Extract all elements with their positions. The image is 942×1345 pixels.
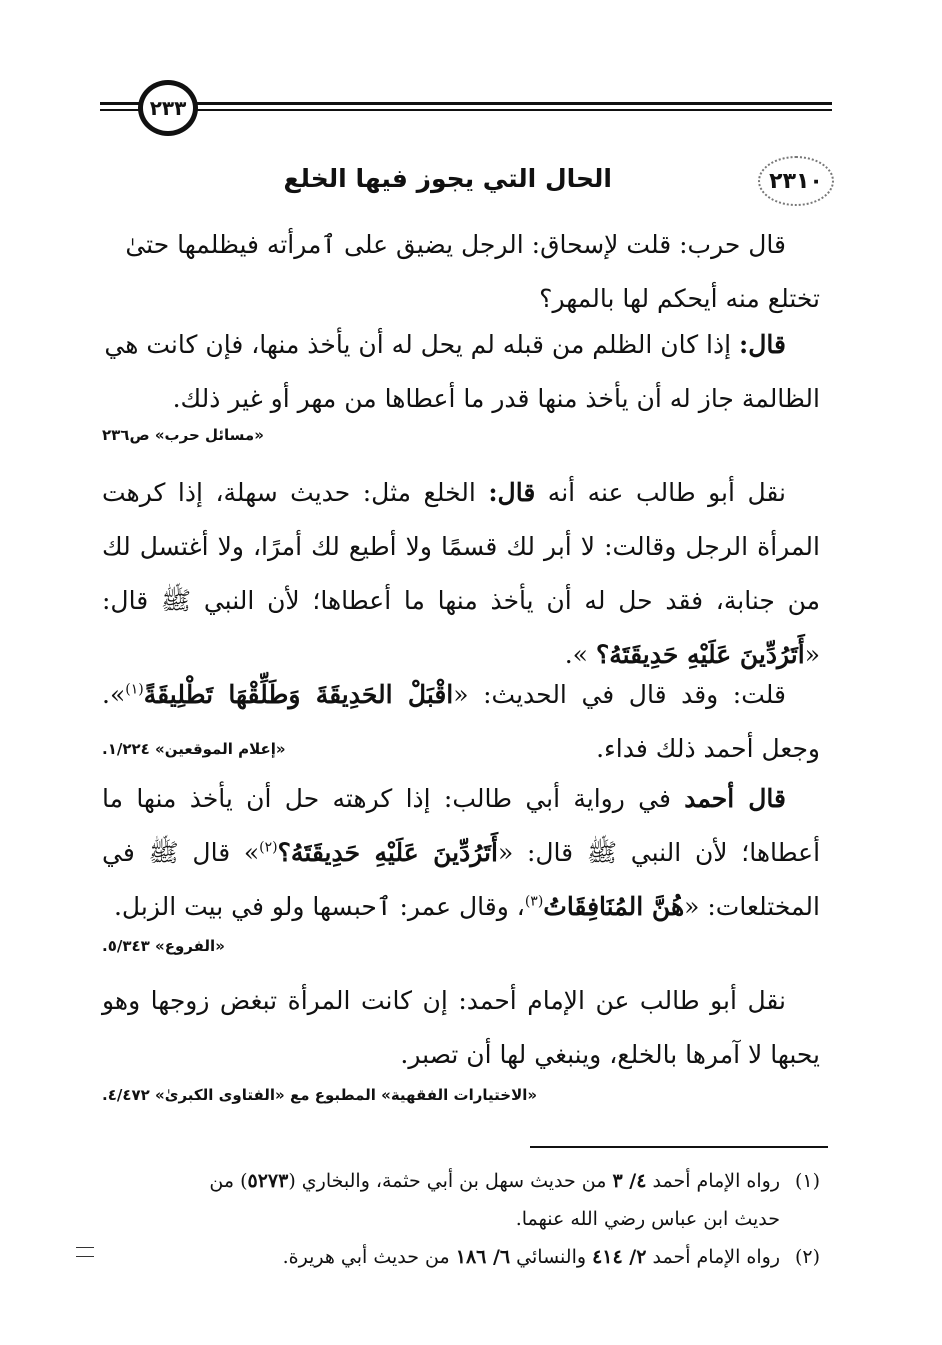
footnote-2-ref-1: ٢/ ٤١٤ [592, 1246, 647, 1268]
paragraph-6-text: نقل أبو طالب عن الإمام أحمد: إن كانت المرأة تبغض زوجها وهو يحبها لا آمرها بالخلع، وينبغي لها أن تصبر. [102, 986, 820, 1069]
paragraph-1-line-1: قال حرب: قلت لإسحاق: الرجل يضيق على ٱمرأته فيظلمها حتىٰ [125, 230, 786, 259]
paragraph-4 [102, 668, 820, 776]
footnote-marker-2[interactable]: (٢) [259, 839, 278, 856]
paragraph-2-line-1: إذا كان الظلم من قبله لم يحل له أن يأخذ منها، فإن كانت هي [104, 330, 740, 359]
footnote-2-post: من حديث أبي هريرة. [282, 1246, 456, 1268]
paragraph-3-pre: نقل أبو طالب عنه أنه [535, 478, 786, 507]
paragraph-4-pre: قلت: وقد قال في الحديث: « [453, 680, 786, 709]
footnote-2-ref-2: ٦/ ١٨٦ [455, 1246, 511, 1268]
footnote-2 [104, 1238, 820, 1276]
paragraph-2-line-2: الظالمة جاز له أن يأخذ منها قدر ما أعطاها من مهر أو غير ذلك. [172, 384, 820, 413]
paragraph-4-end: ». وجعل أحمد ذلك فداء. [102, 680, 820, 763]
footnote-2-mid: والنسائي [510, 1246, 593, 1268]
footnote-marker-1[interactable]: (١) [125, 681, 144, 698]
paragraph-5-end: ، وقال عمر: ٱحبسها ولو في بيت الزبل. [113, 892, 525, 921]
section-title: الحال التي يجوز فيها الخلع [283, 164, 612, 193]
page-edge-mark [76, 1247, 94, 1257]
footnote-2-number: (٢) [794, 1246, 820, 1268]
paragraph-5-mid: » قال ﷺ في المختلعات: « [102, 838, 820, 921]
paragraph-1 [102, 218, 820, 326]
footnote-1-ref-1: ٤/ ٣ [612, 1170, 647, 1192]
footnote-1 [104, 1162, 820, 1238]
paragraph-2-lead: قال: [739, 330, 786, 359]
paragraph-3-body: الخلع مثل: حديث سهلة، إذا كرهت المرأة الرجل وقالت: لا أبر لك قسمًا ولا أطيع لك أمرًا، ولا أغتسل لك من جنابة، فقد حل له أن يأخذ منها ما أعطاها؛ لأن النبي ﷺ قال: « [102, 478, 820, 669]
footnote-divider [530, 1146, 828, 1148]
paragraph-2 [102, 318, 820, 426]
page-number: ٢٣٣ [138, 80, 198, 136]
page-header [100, 76, 832, 136]
paragraph-5-hadith: أَتَرُدِّينَ عَلَيْهِ حَدِيقَتَهُ؟ [277, 838, 498, 867]
footnote-1-ref-2: ٥٢٧٣ [247, 1170, 289, 1192]
paragraph-5-body: في رواية أبي طالب: إذا كرهته حل أن يأخذ منها ما أعطاها؛ لأن النبي ﷺ قال: « [102, 784, 821, 867]
entry-number: ٢٣١٠ [758, 156, 834, 206]
paragraph-4-hadith: اقْبَلْ الحَدِيقَةَ وَطَلِّقْهَا تَطْلِيقَةً [143, 680, 454, 709]
paragraph-3-hadith: أَتَرُدِّينَ عَلَيْهِ حَدِيقَتَهُ؟ [595, 640, 805, 669]
paragraph-6 [102, 974, 820, 1082]
paragraph-3-end: ». [564, 640, 596, 669]
header-rule-thick [100, 102, 832, 105]
paragraph-1-line-2: تختلع منه أيحكم لها بالمهر؟ [539, 284, 820, 313]
paragraph-3 [102, 466, 820, 682]
footnote-2-pre: رواه الإمام أحمد [646, 1246, 780, 1268]
paragraph-5-lead: قال أحمد [684, 784, 786, 813]
header-rule-thin [100, 109, 832, 111]
footnote-1-number: (١) [794, 1170, 820, 1192]
paragraph-5-hadith-2: هُنَّ المُنَافِقَاتُ [543, 892, 685, 921]
paragraph-3-lead: قال: [488, 478, 536, 507]
source-ref-1: «مسائل حرب» ص٢٣٦ [102, 426, 264, 444]
paragraph-5 [102, 772, 820, 934]
source-ref-3: «الفروع» ٥/٣٤٣. [102, 937, 225, 955]
footnote-1-mid: من حديث سهل بن أبي حثمة، والبخاري ( [288, 1170, 613, 1192]
source-ref-4: «الاختيارات الفقهية» المطبوع مع «الفتاوى الكبرىٰ» ٤/٤٧٢. [102, 1086, 538, 1104]
source-ref-2: «إعلام الموقعين» ١/٢٢٤. [102, 740, 286, 758]
footnote-1-continuation: حديث ابن عباس رضي الله عنهما. [515, 1208, 780, 1230]
footnote-marker-3[interactable]: (٣) [524, 893, 544, 910]
footnote-1-post: ) من [209, 1170, 248, 1192]
footnote-1-pre: رواه الإمام أحمد [646, 1170, 780, 1192]
